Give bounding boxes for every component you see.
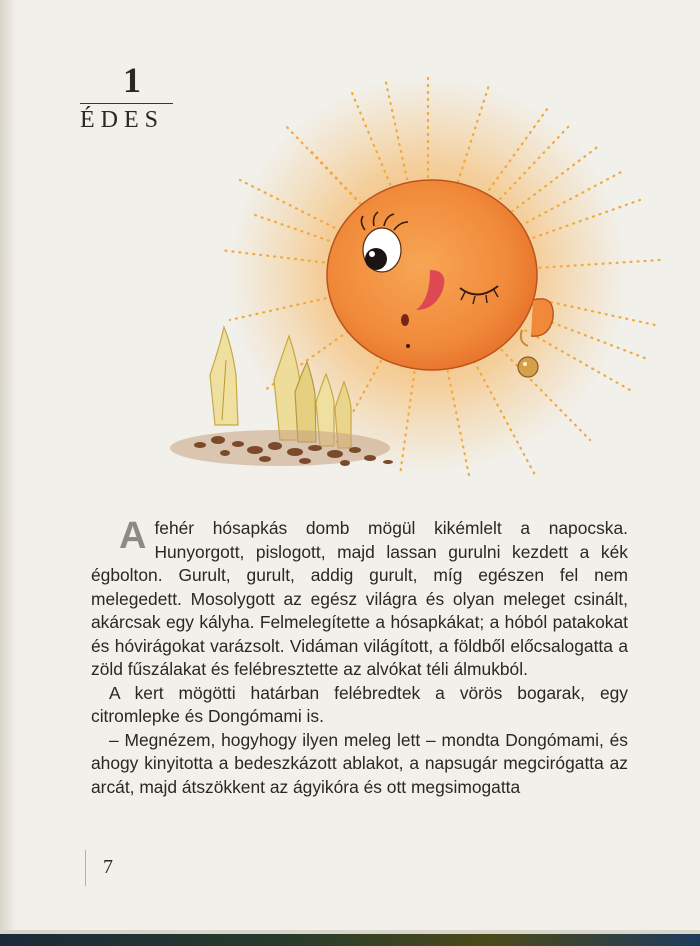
story-text bbox=[91, 517, 628, 799]
paragraph-2: A kert mögötti határban felébredtek a vörös bogarak, egy citromlepke és Dongómami is. bbox=[91, 682, 628, 726]
book-cover-edge bbox=[0, 934, 700, 946]
sun-character-icon bbox=[160, 70, 680, 500]
paragraph-3: – Megnézem, hogyhogy ilyen meleg lett – mondta Dongómami, és ahogy kinyitotta a bedeszkázott ablakot, a napsugár megcirógatta az arcát, majd átszökkent az ágyikóra és ott megsimogatta bbox=[91, 729, 628, 797]
chapter-title: ÉDES bbox=[80, 107, 164, 133]
page-number: 7 bbox=[103, 856, 113, 878]
paragraph-1 bbox=[91, 517, 628, 682]
paragraph-1-text: fehér hósapkás domb mögül kikémlelt a napocska. Hunyorgott, pislogott, majd lassan gurulni kezdett a kék égbolton. Gurult, gurult, addig gurult, míg egészen fel nem melegedett. Mosolygott az egész világra és olyan meleget csinált, akárcsak egy kályha. Felmelegítette a hósapkákat; a hóból patakokat és hóvirágokat varázsolt. Vidáman világított, a földből előcsalogatta a zöld fűszálakat és felébresztette az alvókat téli álmukból. bbox=[91, 518, 628, 679]
book-spine-shadow bbox=[0, 0, 16, 946]
margin-mark bbox=[85, 850, 86, 886]
drop-cap-letter: A bbox=[119, 515, 147, 557]
chapter-number: 1 bbox=[123, 60, 141, 100]
